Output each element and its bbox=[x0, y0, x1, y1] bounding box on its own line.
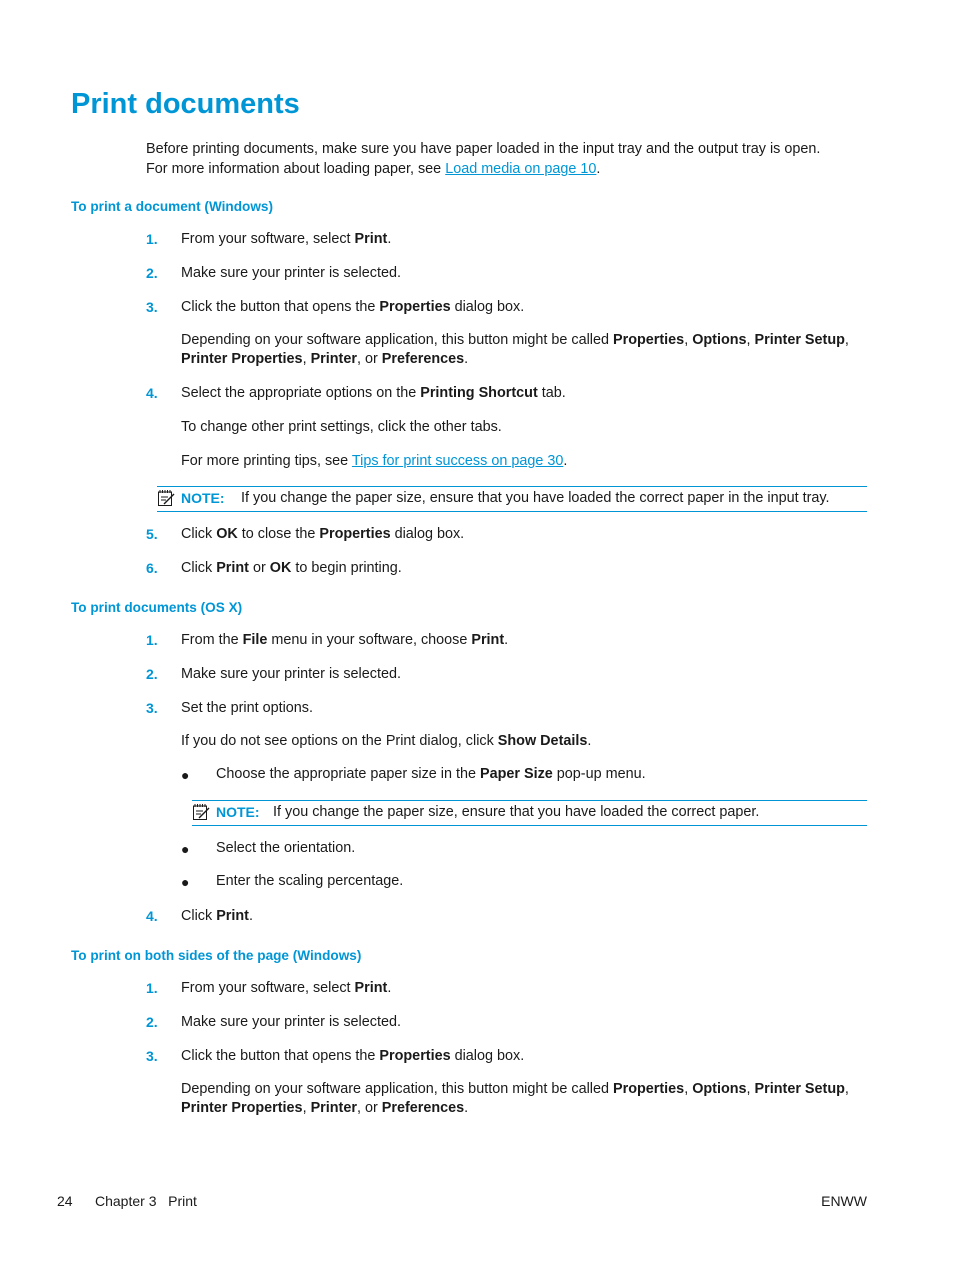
note-label: NOTE: bbox=[216, 804, 260, 820]
step-text: From your software, select Print. bbox=[181, 980, 392, 996]
step-text: Make sure your printer is selected. bbox=[181, 1014, 401, 1030]
step-number: 1. bbox=[146, 632, 158, 648]
step-number: 4. bbox=[146, 385, 158, 401]
section-heading-duplex: To print on both sides of the page (Windows) bbox=[71, 948, 362, 963]
note-pad-icon bbox=[192, 803, 210, 821]
intro-line-2 bbox=[146, 159, 820, 179]
step-detail: For more printing tips, see Tips for print success on page 30. bbox=[181, 453, 568, 469]
intro-line-1: Before printing documents, make sure you have paper loaded in the input tray and the output tray is open. bbox=[146, 141, 821, 157]
note-box bbox=[192, 800, 867, 826]
bullet-text: Choose the appropriate paper size in the Paper Size pop-up menu. bbox=[216, 766, 646, 782]
step-text: Click Print. bbox=[181, 908, 253, 924]
step-text: Click OK to close the Properties dialog box. bbox=[181, 526, 465, 542]
step-text: Set the print options. bbox=[181, 700, 313, 716]
section-heading-osx: To print documents (OS X) bbox=[71, 600, 243, 615]
intro-text: For more information about loading paper, see bbox=[146, 161, 446, 177]
bullet-marker: ● bbox=[181, 841, 190, 857]
step-text: Click Print or OK to begin printing. bbox=[181, 560, 402, 576]
bullet-text: Select the orientation. bbox=[216, 840, 356, 856]
note-pad-icon bbox=[157, 489, 175, 507]
bullet-marker: ● bbox=[181, 874, 190, 890]
step-detail: If you do not see options on the Print dialog, click Show Details. bbox=[181, 733, 592, 749]
step-number: 5. bbox=[146, 526, 158, 542]
bullet-marker: ● bbox=[181, 767, 190, 783]
step-number: 1. bbox=[146, 980, 158, 996]
note-text: If you change the paper size, ensure that you have loaded the correct paper in the input tray. bbox=[241, 490, 830, 506]
step-text: From your software, select Print. bbox=[181, 231, 392, 247]
step-number: 2. bbox=[146, 1014, 158, 1030]
step-text: Make sure your printer is selected. bbox=[181, 666, 401, 682]
step-number: 3. bbox=[146, 1048, 158, 1064]
step-text: Select the appropriate options on the Printing Shortcut tab. bbox=[181, 385, 566, 401]
step-number: 3. bbox=[146, 700, 158, 716]
intro-period: . bbox=[596, 161, 601, 177]
step-number: 6. bbox=[146, 560, 158, 576]
step-detail: Depending on your software application, this button might be called Properties, Options, Printer Setup, Printer Properties, Printer, or Preferences. bbox=[181, 1081, 849, 1116]
step-text: Make sure your printer is selected. bbox=[181, 265, 401, 281]
step-number: 2. bbox=[146, 265, 158, 281]
step-detail: Depending on your software application, this button might be called Properties, Options, Printer Setup, Printer Properties, Printer, or Preferences. bbox=[181, 332, 849, 367]
footer-page-number: 24 bbox=[57, 1193, 73, 1209]
step-number: 4. bbox=[146, 908, 158, 924]
step-text: Click the button that opens the Properties dialog box. bbox=[181, 299, 525, 315]
note-label: NOTE: bbox=[181, 490, 225, 506]
step-text: From the File menu in your software, choose Print. bbox=[181, 632, 509, 648]
step-number: 2. bbox=[146, 666, 158, 682]
tips-link[interactable]: Tips for print success on page 30 bbox=[351, 453, 564, 469]
section-heading-windows: To print a document (Windows) bbox=[71, 199, 274, 214]
intro-paragraph bbox=[146, 139, 820, 179]
step-number: 1. bbox=[146, 231, 158, 247]
page-title: Print documents bbox=[71, 88, 300, 120]
step-detail: To change other print settings, click the other tabs. bbox=[181, 419, 502, 435]
bullet-text: Enter the scaling percentage. bbox=[216, 873, 404, 889]
footer-enww: ENWW bbox=[821, 1193, 867, 1209]
step-text: Click the button that opens the Properties dialog box. bbox=[181, 1048, 525, 1064]
note-text: If you change the paper size, ensure that you have loaded the correct paper. bbox=[273, 804, 760, 820]
footer-chapter: Chapter 3 Print bbox=[95, 1193, 197, 1209]
step-number: 3. bbox=[146, 299, 158, 315]
note-box bbox=[157, 486, 867, 512]
load-media-link[interactable]: Load media on page 10 bbox=[445, 161, 597, 177]
